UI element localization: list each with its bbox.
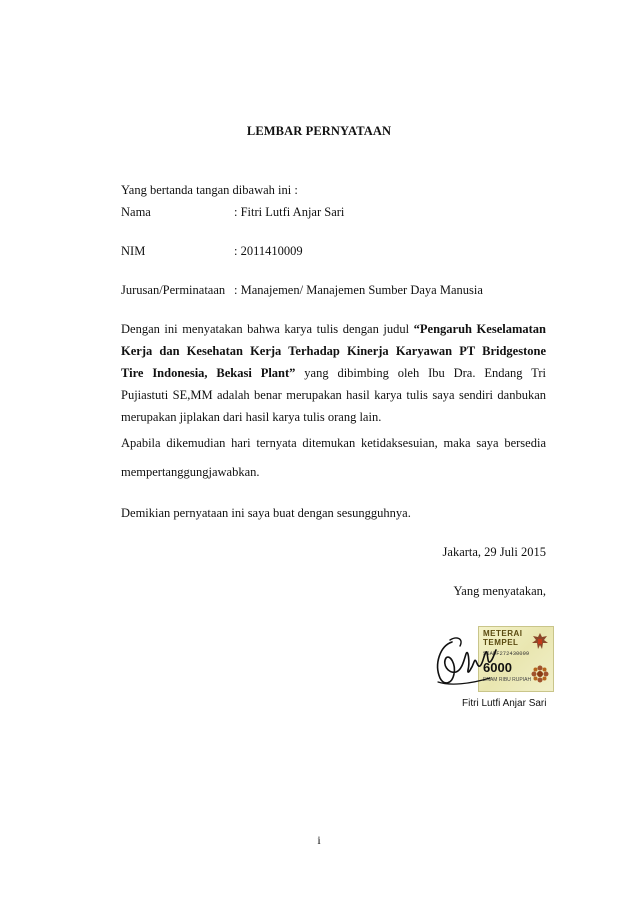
field-label-nama: Nama (121, 205, 151, 219)
garuda-emblem-icon (530, 631, 550, 653)
field-label-nim: NIM (121, 244, 146, 258)
responsibility-line-2: mempertanggungjawabkan. (121, 465, 260, 479)
statement-title-text: Tire Indonesia, Bekasi Plant” (121, 366, 296, 380)
statement-paragraph (121, 318, 546, 428)
signature-block (430, 624, 554, 694)
handwritten-signature (430, 624, 500, 694)
statement-title-text: “Pengaruh Keselamatan (413, 322, 546, 336)
statement-line (121, 318, 546, 340)
stamp-value: 6000 (483, 660, 512, 675)
statement-line (121, 384, 546, 406)
signatory-label: Yang menyatakan, (453, 584, 546, 598)
place-date: Jakarta, 29 Juli 2015 (442, 545, 546, 559)
statement-line (121, 340, 546, 362)
responsibility-line: Apabila dikemudian hari ternyata ditemukan ketidaksesuian, maka saya bersedia (121, 436, 546, 450)
statement-text: yang dibimbing oleh Ibu Dra. Endang Tri (295, 366, 546, 380)
stamp-small-text: ENAM RIBU RUPIAH (483, 677, 532, 683)
stamp-serial: 55ADF272430099 (483, 650, 530, 657)
signer-name: Fitri Lutfi Anjar Sari (462, 698, 547, 709)
stamp-line1: METERAI (483, 629, 523, 638)
page-number: i (317, 833, 321, 847)
closing-text: Demikian pernyataan ini saya buat dengan sesungguhnya. (121, 506, 411, 520)
responsibility-paragraph (121, 432, 546, 454)
statement-title-text: Kerja dan Kesehatan Kerja Terhadap Kinerja Karyawan PT Bridgestone (121, 344, 546, 358)
intro-text: Yang bertanda tangan dibawah ini : (121, 183, 298, 197)
field-label-jurusan: Jurusan/Perminataan (121, 283, 226, 297)
statement-line (121, 362, 546, 384)
statement-text: merupakan jiplakan dari hasil karya tulis orang lain. (121, 410, 382, 424)
field-value-jurusan: : Manajemen/ Manajemen Sumber Daya Manusia (234, 283, 483, 297)
document-title: LEMBAR PERNYATAAN (246, 124, 392, 138)
field-value-nama: : Fitri Lutfi Anjar Sari (234, 205, 345, 219)
flower-ornament-icon (531, 665, 549, 683)
statement-text: Pujiastuti SE,MM adalah benar merupakan hasil karya tulis saya sendiri danbukan (121, 388, 546, 402)
stamp-line2: TEMPEL (483, 638, 519, 647)
field-value-nim: : 2011410009 (234, 244, 303, 258)
statement-line (121, 406, 546, 428)
statement-text: Dengan ini menyatakan bahwa karya tulis dengan judul (121, 322, 414, 336)
